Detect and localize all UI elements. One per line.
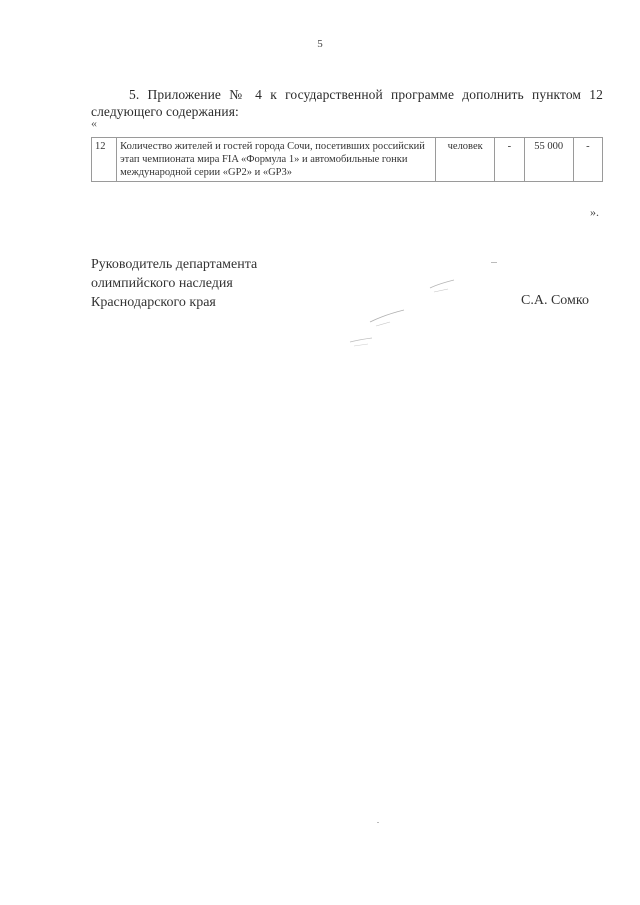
value-cell-b: - [573,138,602,182]
opening-quote: « [91,116,97,130]
scan-artifact [491,262,497,263]
signatory-name: С.А. Сомко [521,293,589,308]
table-row [92,138,603,182]
signatory-title-line: Руководитель департамента [91,257,258,272]
amendment-paragraph: 5. Приложение № 4 к государственной программе дополнить пунктом 12 следующего содержания: [91,87,603,119]
page-number: 5 [317,38,323,50]
signatory-title-line: олимпийского наследия [91,276,233,291]
signatory-title [91,255,257,312]
signatory-title-line: Краснодарского края [91,295,216,310]
indicator-table [91,137,603,182]
handwritten-signature-icon [330,270,480,360]
target-value-cell: 55 000 [524,138,573,182]
unit-cell: человек [436,138,495,182]
indicator-name-cell: Количество жителей и гостей города Сочи, посетивших российский этап чемпионата мира FIA «Формула 1» и автомобильные гонки международной серии «GP2» и «GP3» [117,138,436,182]
row-number-cell: 12 [92,138,117,182]
closing-quote: ». [590,205,599,219]
value-cell-a: - [495,138,524,182]
scan-artifact [377,822,379,823]
